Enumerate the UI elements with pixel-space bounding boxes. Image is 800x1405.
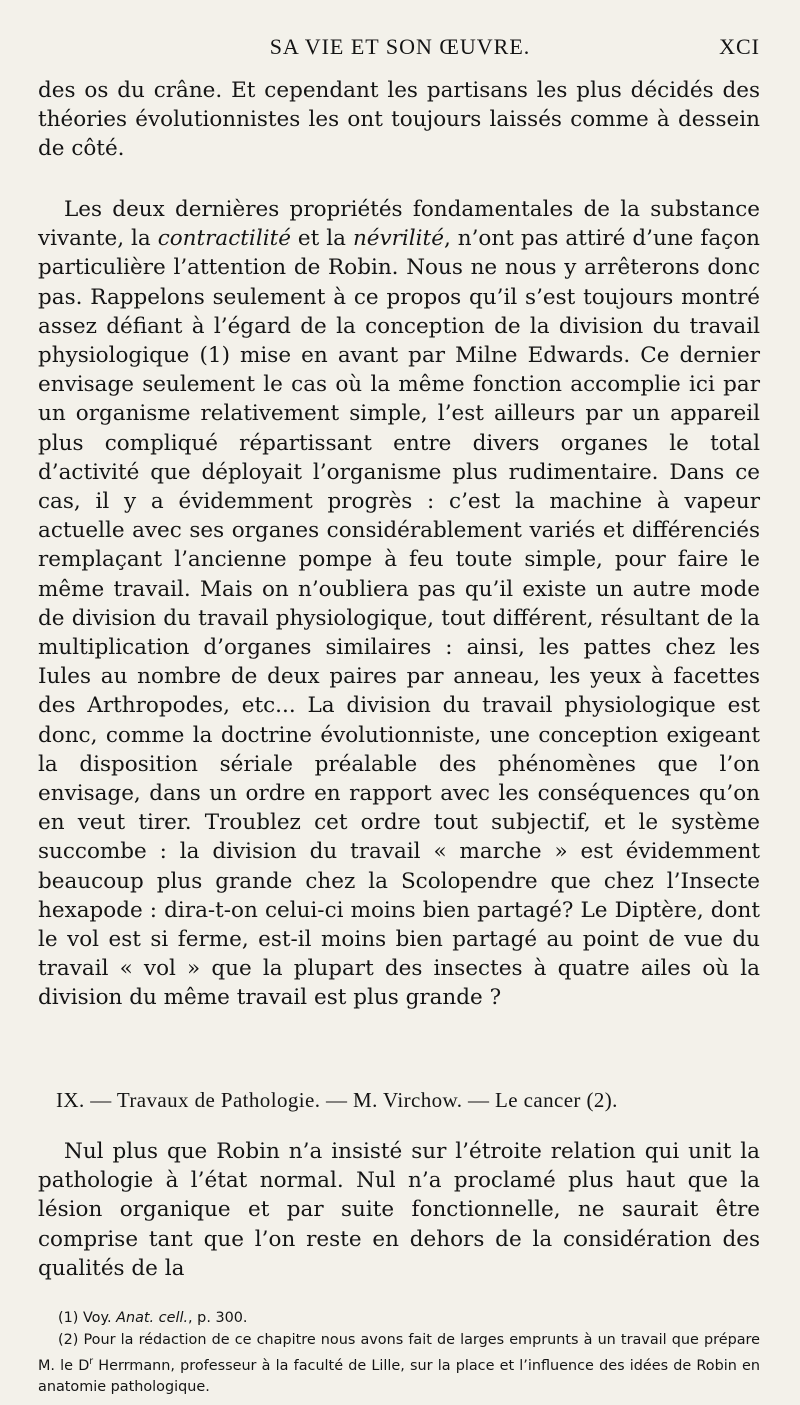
- footnote-1-before: (1) Voy.: [58, 1310, 117, 1326]
- running-title: SA VIE ET SON ŒUVRE.: [269, 34, 531, 59]
- footnotes: [38, 1308, 760, 1399]
- paragraph-2-text: [38, 195, 760, 1013]
- footnote-1-italic: Anat. cell.: [116, 1310, 189, 1326]
- footnote-2-after: Herrmann, professeur à la faculté de Lille, sur la place et l’influence des idées de Robin en anatomie pathologique.: [38, 1357, 760, 1396]
- paragraph-2-before: Les deux dernières propriétés fondamentales de la substance vivante, la: [38, 197, 760, 252]
- section-heading: IX. — Travaux de Pathologie. — M. Virchow. — Le cancer (2).: [56, 1088, 618, 1112]
- footnote-1: [38, 1308, 760, 1330]
- paragraph-2-middle: et la: [290, 226, 353, 252]
- footnote-2-sup: r: [89, 1356, 94, 1367]
- paragraph-2-after: , n’ont pas attiré d’une façon particulière l’attention de Robin. Nous ne nous y arrêterons donc pas. Rappelons seulement à ce propos qu’il s’est toujours montré assez défiant à l’égard de la conception de la division du travail physiologique (1) mise en avant par Milne Edwards. Ce dernier envisage seulement le cas où la même fonction accomplie ici par un organisme relativement simple, l’est ailleurs par un appareil plus compliqué répartissant entre divers organes le total d’activité que déployait l’organisme plus rudimentaire. Dans ce cas, il y a évidemment progrès : c’est la machine à vapeur actuelle avec ses organes considérablement variés et différenciés remplaçant l’ancienne pompe à feu toute simple, pour faire le même travail. Mais on n’oubliera pas qu’il existe un autre mode de division du travail physiologique, tout différent, résultant de la multiplication d’organes similaires : ainsi, les pattes chez les Iules au nombre de deux paires par anneau, les yeux à facettes des Arthropodes, etc... La division du travail physiologique est donc, comme la doctrine évolutionniste, une conception exigeant la disposition sériale préalable des phénomènes que l’on envisage, dans un ordre en rapport avec les conséquences qu’on en veut tirer. Troublez cet ordre tout subjectif, et le système succombe : la division du travail « marche » est évidemment beaucoup plus grande chez la Scolopendre que chez l’Insecte hexapode : dira-t-on celui-ci moins bien partagé? Le Diptère, dont le vol est si ferme, est-il moins bien partagé au point de vue du travail « vol » que la plupart des insectes à quatre ailes où la division du même travail est plus grande ?: [38, 226, 760, 1011]
- footnote-1-after: , p. 300.: [188, 1310, 248, 1326]
- term-contractilite: contractilité: [157, 226, 291, 252]
- footnote-2: [38, 1330, 760, 1399]
- page-header: [40, 34, 760, 64]
- page-number: XCI: [719, 34, 760, 59]
- paragraph-properties: [38, 195, 760, 1013]
- paragraph-pathology: [38, 1137, 760, 1283]
- paragraph-continuation: [38, 76, 760, 164]
- paragraph-1-text: des os du crâne. Et cependant les partisans les plus décidés des théories évolutionnistes les ont toujours laissés comme à dessein de côté.: [38, 78, 760, 162]
- term-nevrilite: névrilité: [352, 226, 444, 252]
- footnote-2-before: (2) Pour la rédaction de ce chapitre nous avons fait de larges emprunts à un travail que prépare M. le D: [38, 1331, 760, 1374]
- paragraph-3-text: Nul plus que Robin n’a insisté sur l’étroite relation qui unit la pathologie à l’état normal. Nul n’a proclamé plus haut que la lésion organique et par suite fonctionnelle, ne saurait être comprise tant que l’on reste en dehors de la considération des qualités de la: [38, 1139, 760, 1281]
